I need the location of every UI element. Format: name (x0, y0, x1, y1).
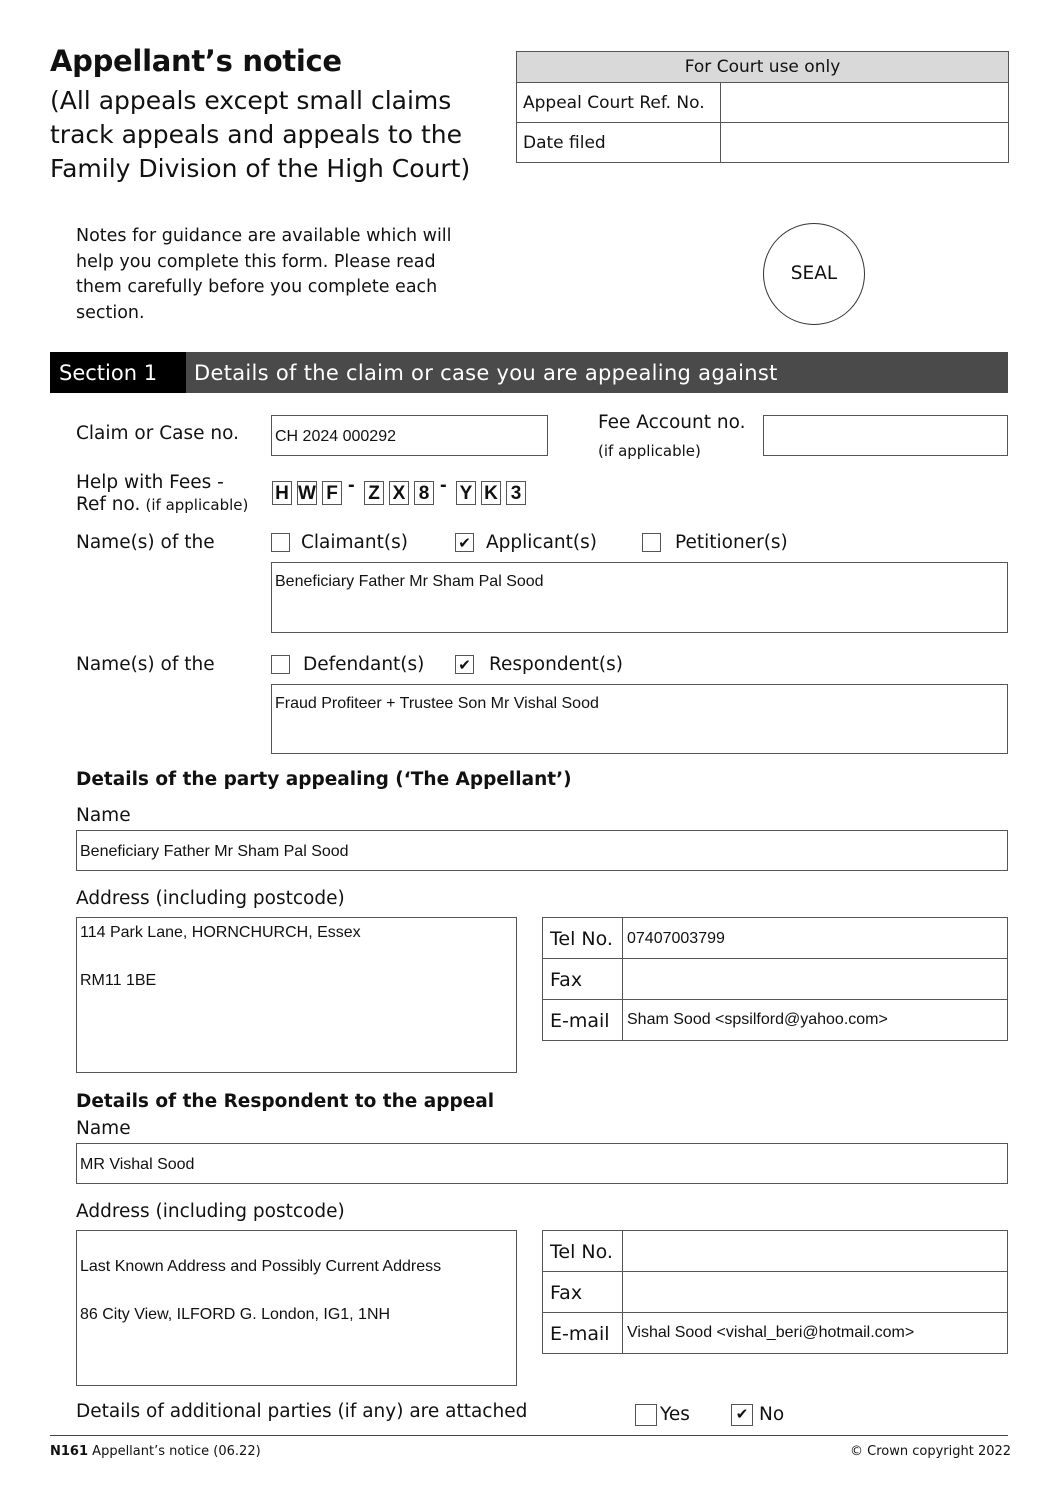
hwf-char[interactable]: W (298, 483, 316, 504)
hwf-char[interactable]: F (322, 481, 342, 505)
respondent-name-label: Name (76, 1118, 131, 1139)
appellant-tel-label: Tel No. (550, 928, 613, 950)
court-row-date (517, 123, 1008, 162)
respondent-fax-label: Fax (550, 1282, 583, 1304)
petitioner-label: Petitioner(s) (675, 532, 788, 553)
section-number: Section 1 (50, 352, 186, 393)
fee-account-input[interactable] (763, 415, 1008, 456)
footer-divider (50, 1435, 1008, 1436)
case-no-label: Claim or Case no. (76, 423, 239, 444)
appellant-fax-label: Fax (550, 969, 583, 991)
appellant-name-label: Name (76, 805, 131, 826)
appellant-tel-row (543, 918, 1007, 959)
additional-yes-checkbox[interactable] (635, 1404, 657, 1426)
hwf-char[interactable]: K (481, 481, 501, 505)
form-name: Appellant’s notice (06.22) (92, 1444, 261, 1459)
court-use-heading: For Court use only (517, 52, 1008, 83)
appellant-address-line1: 114 Park Lane, HORNCHURCH, Essex (80, 924, 361, 941)
footer-copyright: © Crown copyright 2022 (850, 1444, 1012, 1459)
respondent-checkbox[interactable] (455, 655, 474, 674)
respondent-name-input[interactable] (76, 1143, 1008, 1184)
parties1-value: Beneficiary Father Mr Sham Pal Sood (275, 573, 544, 590)
hwf-char[interactable]: Y (456, 481, 476, 505)
date-filed-label: Date filed (523, 133, 606, 153)
appellant-address-label: Address (including postcode) (76, 888, 345, 909)
court-ref-label: Appeal Court Ref. No. (523, 93, 705, 113)
guidance-notes: Notes for guidance are available which will help you complete this form. Please read them carefully before you complete each section. (76, 226, 452, 323)
hwf-separator: - (440, 474, 447, 496)
court-use-box (516, 51, 1009, 163)
appellant-address-line2: RM11 1BE (80, 972, 157, 989)
footer-form-id (50, 1444, 261, 1459)
case-no-value: CH 2024 000292 (275, 428, 396, 445)
petitioner-checkbox[interactable] (642, 533, 661, 552)
respondent-address-line1: Last Known Address and Possibly Current Address (80, 1258, 442, 1275)
form-title: Appellant’s notice (50, 44, 342, 78)
hwf-ref-label: Ref no. (76, 494, 141, 515)
additional-no-label: No (759, 1404, 785, 1425)
fee-account-label: Fee Account no. (598, 412, 746, 433)
additional-parties-label: Details of additional parties (if any) are attached (76, 1401, 528, 1422)
appellant-fax-row (543, 959, 1007, 1000)
case-no-input[interactable] (271, 415, 548, 456)
appellant-tel-input[interactable]: 07407003799 (627, 930, 725, 947)
seal-circle: SEAL (763, 223, 865, 325)
parties1-label: Name(s) of the (76, 532, 215, 553)
hwf-char[interactable]: X (389, 481, 409, 505)
respondent-fax-row (543, 1272, 1007, 1313)
hwf-separator: - (348, 474, 355, 496)
appellant-name-value: Beneficiary Father Mr Sham Pal Sood (80, 843, 349, 860)
additional-yes-label: Yes (660, 1404, 690, 1425)
respondent-tel-label: Tel No. (550, 1241, 613, 1263)
defendant-checkbox[interactable] (271, 655, 290, 674)
additional-no-checkbox[interactable] (731, 1404, 753, 1426)
respondent-address-line2: 86 City View, ILFORD G. London, IG1, 1NH (80, 1306, 391, 1323)
checkmark-icon: ✔ (735, 1405, 749, 1423)
appellant-name-input[interactable] (76, 830, 1008, 871)
hwf-label: Help with Fees - (76, 472, 224, 493)
hwf-char[interactable]: 8 (414, 481, 434, 505)
respondent-contact-table (542, 1230, 1008, 1354)
respondent-address-input[interactable] (76, 1230, 517, 1386)
fee-account-hint: (if applicable) (598, 442, 701, 460)
form-code: N161 (50, 1444, 89, 1459)
section-title: Details of the claim or case you are appealing against (194, 361, 778, 385)
court-row-ref (517, 83, 1008, 123)
hwf-char[interactable]: Z (364, 481, 384, 505)
respondent-name-value: MR Vishal Sood (80, 1156, 195, 1173)
respondent-email-input[interactable]: Vishal Sood <vishal_beri@hotmail.com> (627, 1324, 915, 1341)
checkmark-icon: ✔ (458, 534, 471, 552)
appellant-email-label: E-mail (550, 1010, 610, 1032)
hwf-char[interactable]: H (272, 481, 292, 505)
form-subtitle: (All appeals except small claims track appeals and appeals to the Family Division of the High Court) (50, 86, 471, 183)
appellant-email-input[interactable]: Sham Sood <spsilford@yahoo.com> (627, 1011, 888, 1028)
appellant-email-row (543, 1000, 1007, 1040)
parties2-input[interactable] (271, 684, 1008, 754)
appellant-heading: Details of the party appealing (‘The Appellant’) (76, 769, 572, 790)
respondent-label: Respondent(s) (489, 654, 624, 675)
section-header (50, 352, 1008, 393)
appellant-contact-table (542, 917, 1008, 1041)
appellant-address-input[interactable] (76, 917, 517, 1073)
respondent-email-row (543, 1313, 1007, 1353)
respondent-tel-row (543, 1231, 1007, 1272)
hwf-label-line2 (76, 494, 248, 515)
claimant-checkbox[interactable] (271, 533, 290, 552)
parties2-label: Name(s) of the (76, 654, 215, 675)
respondent-address-label: Address (including postcode) (76, 1201, 345, 1222)
respondent-email-label: E-mail (550, 1323, 610, 1345)
applicant-label: Applicant(s) (486, 532, 597, 553)
parties1-input[interactable] (271, 562, 1008, 633)
claimant-label: Claimant(s) (301, 532, 408, 553)
parties2-value: Fraud Profiteer + Trustee Son Mr Vishal Sood (275, 695, 599, 712)
defendant-label: Defendant(s) (303, 654, 425, 675)
hwf-char[interactable]: 3 (506, 481, 526, 505)
respondent-heading: Details of the Respondent to the appeal (76, 1091, 495, 1112)
hwf-hint: (if applicable) (145, 496, 249, 514)
applicant-checkbox[interactable] (455, 533, 474, 552)
checkmark-icon: ✔ (458, 656, 471, 674)
